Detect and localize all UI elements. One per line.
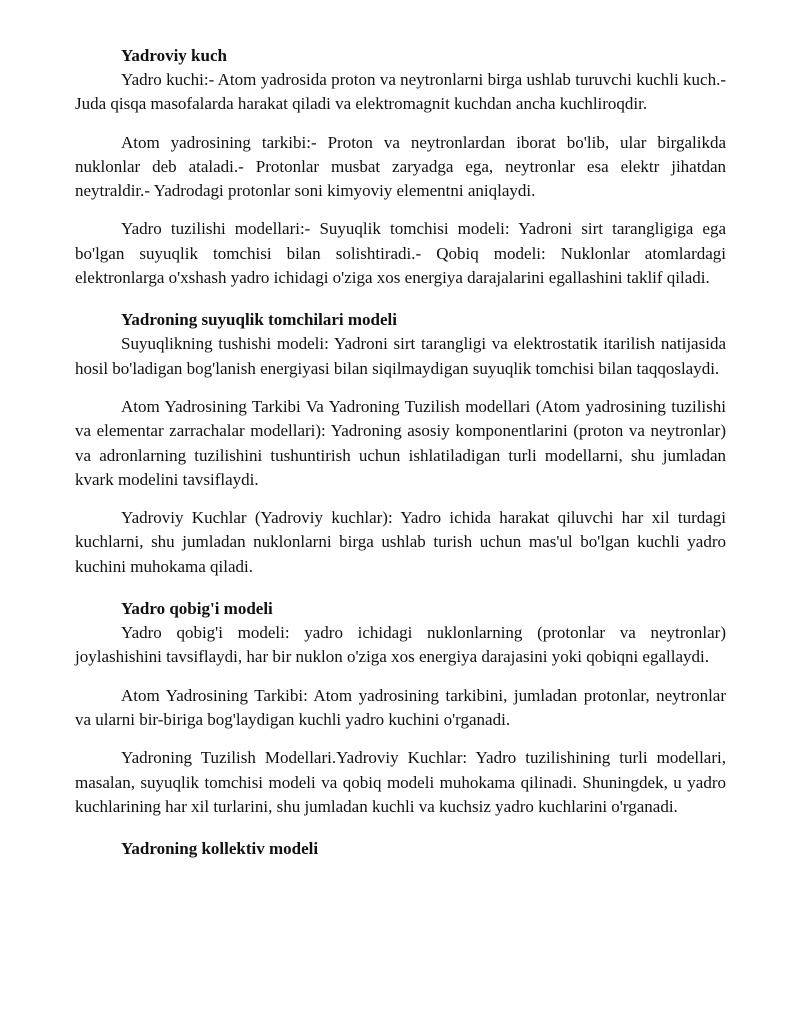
paragraph: Yadro qobig'i modeli: yadro ichidagi nuklonlarning (protonlar va neytronlar) joylashishini tavsiflaydi, har bir nuklon o'ziga xos energiya darajasini yoki qobiqni egallaydi. xyxy=(75,623,726,667)
paragraph: Yadro tuzilishi modellari:- Suyuqlik tomchisi modeli: Yadroni sirt tarangligiga ega bo'lgan suyuqlik tomchisi bilan solishtiradi.- Qobiq modeli: Nuklonlar atomlardagi elektronlarga o'xshash yadro ichidagi o'ziga xos energiya darajalarini egallashini taklif qiladi. xyxy=(75,219,726,288)
paragraph: Suyuqlikning tushishi modeli: Yadroni sirt tarangligi va elektrostatik itarilish natijasida hosil bo'ladigan bog'lanish energiyasi bilan siqilmaydigan suyuqlik tomchisi bilan taqqoslaydi. xyxy=(75,334,726,378)
paragraph: Yadroning Tuzilish Modellari.Yadroviy Kuchlar: Yadro tuzilishining turli modellari, masalan, suyuqlik tomchisi modeli va qobiq modeli muhokama qilinadi. Shuningdek, u yadro kuchlarining har xil turlarini, shu jumladan kuchli va kuchsiz yadro kuchlarini o'rganadi. xyxy=(75,748,726,816)
paragraph: Atom Yadrosining Tarkibi: Atom yadrosining tarkibini, jumladan protonlar, neytronlar va ularni bir-biriga bog'laydigan kuchli yadro kuchini o'rganadi. xyxy=(75,685,726,729)
paragraph: Yadroviy Kuchlar (Yadroviy kuchlar): Yadro ichida harakat qiluvchi har xil turdagi kuchlarni, shu jumladan nuklonlarni birga ushlab turish uchun mas'ul bo'lgan kuchli yadro kuchini muhokama qiladi. xyxy=(75,508,726,576)
section-heading: Yadroning kollektiv modeli xyxy=(121,839,319,859)
paragraph: Atom Yadrosining Tarkibi Va Yadroning Tuzilish modellari (Atom yadrosining tuzilishi va elementar zarrachalar modellari): Yadroning asosiy komponentlarini (proton va neytronlar) va adronlarning tuzilishini tushuntirish uchun ishlatiladigan turli modellarni, shu jumladan kvark modelini tavsiflaydi. xyxy=(75,396,726,489)
section-heading: Yadroning suyuqlik tomchilari modeli xyxy=(121,310,397,330)
section-heading: Yadro qobig'i modeli xyxy=(121,599,273,619)
paragraph: Yadro kuchi:- Atom yadrosida proton va neytronlarni birga ushlab turuvchi kuchli kuch.- Juda qisqa masofalarda harakat qiladi va elektromagnit kuchdan ancha kuchliroqdir. xyxy=(75,70,726,114)
document-page xyxy=(75,44,726,861)
section-heading: Yadroviy kuch xyxy=(121,46,227,65)
paragraph: Atom yadrosining tarkibi:- Proton va neytronlardan iborat bo'lib, ular birgalikda nuklonlar deb ataladi.- Protonlar musbat zaryadga ega, neytronlar esa elektr jihatdan neytraldir.- Yadrodagi protonlar soni kimyoviy elementni aniqlaydi. xyxy=(75,132,726,201)
